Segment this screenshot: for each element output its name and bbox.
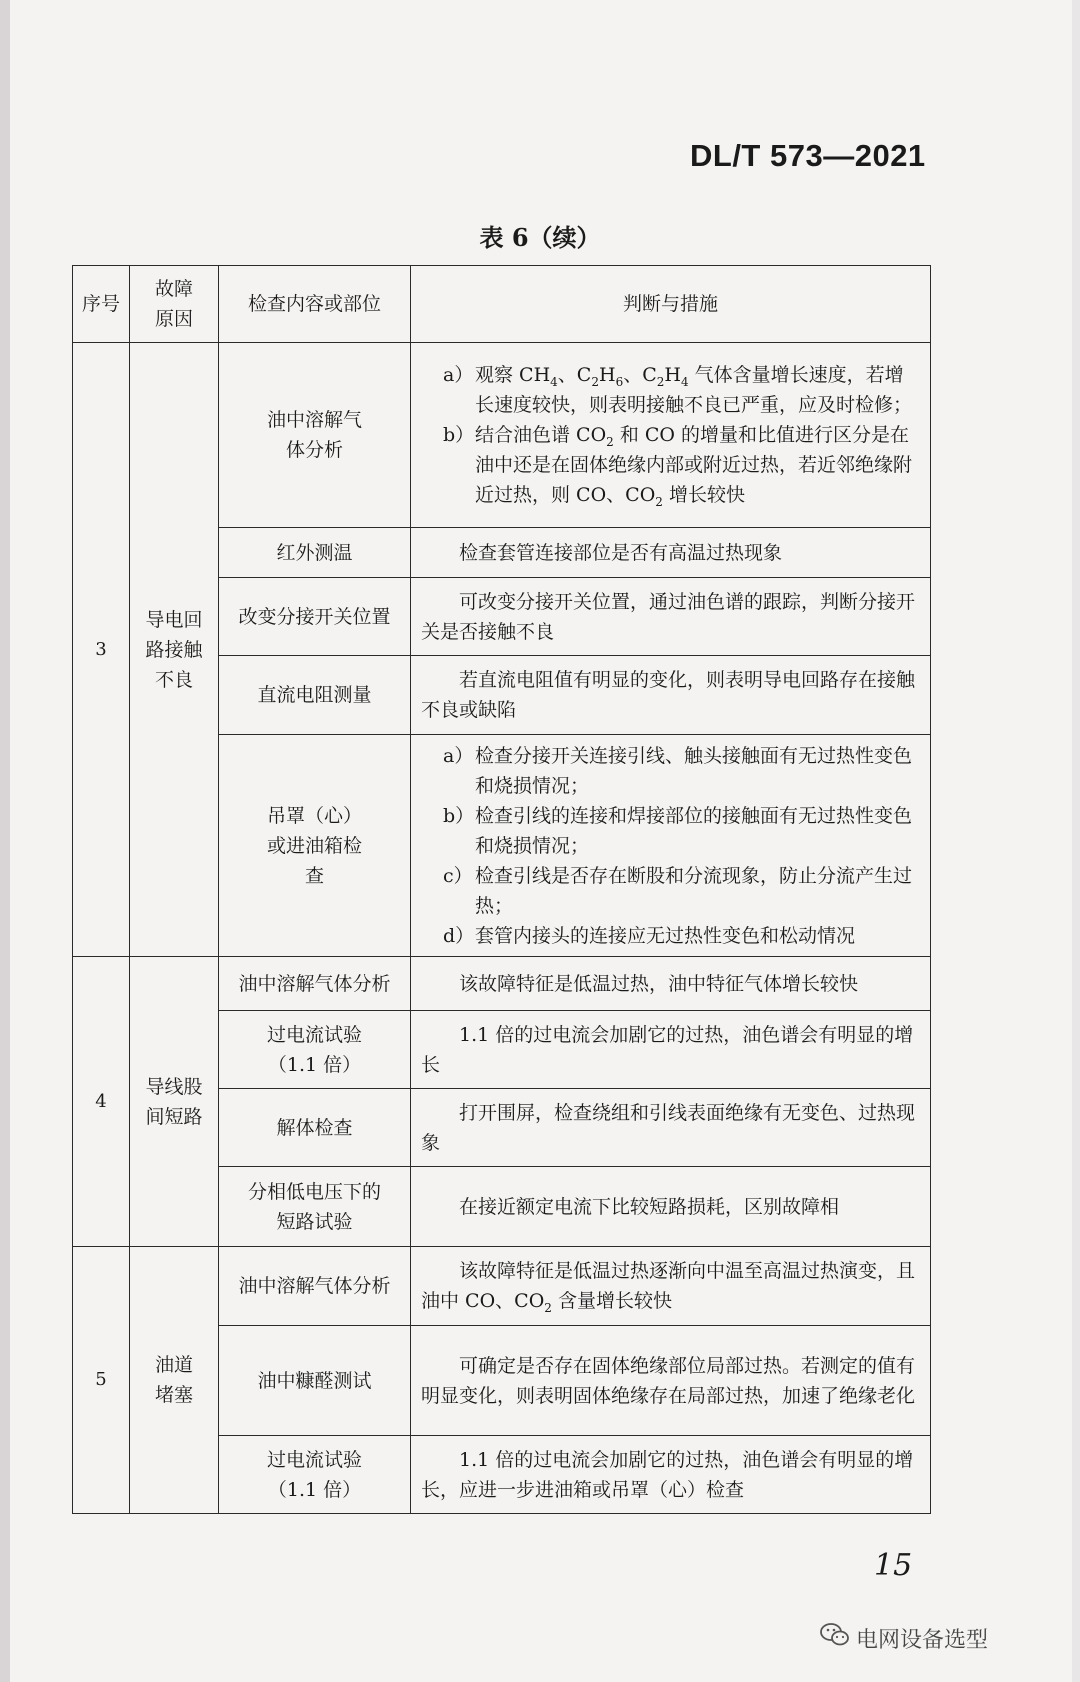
measure-cell: 1.1 倍的过电流会加剧它的过热，油色谱会有明显的增长，应进一步进油箱或吊罩（心）检查 — [411, 1436, 931, 1514]
measure-cell: 打开围屏，检查绕组和引线表面绝缘有无变色、过热现象 — [411, 1089, 931, 1167]
fault-cause: 导线股间短路 — [130, 957, 219, 1247]
fault-check-table — [72, 265, 931, 1514]
check-item: 直流电阻测量 — [219, 656, 411, 735]
measure-cell: 在接近额定电流下比较短路损耗，区别故障相 — [411, 1167, 931, 1247]
row-num: 3 — [73, 343, 130, 957]
measure-sub-item: b） 检查引线的连接和焊接部位的接触面有无过热性变色和烧损情况； — [443, 804, 913, 857]
check-item: 解体检查 — [219, 1089, 411, 1167]
measure-sub-item: d） 套管内接头的连接应无过热性变色和松动情况 — [443, 924, 856, 947]
page-number: 15 — [874, 1548, 913, 1583]
measure-cell: 该故障特征是低温过热逐渐向中温至高温过热演变，且油中 CO、$CO_2$ 含量增长较快 — [411, 1247, 931, 1326]
measure-sub-item: c） 检查引线是否存在断股和分流现象，防止分流产生过热； — [443, 864, 913, 917]
watermark-text: 电网设备选型 — [856, 1627, 989, 1653]
col-header-item: 检查内容或部位 — [219, 266, 411, 343]
check-item: 过电流试验（1.1 倍） — [219, 1436, 411, 1514]
measure-sub-item: a） 检查分接开关连接引线、触头接触面有无过热性变色和烧损情况； — [443, 744, 913, 797]
fault-cause: 导电回路接触不良 — [130, 343, 219, 957]
wechat-icon — [820, 1622, 850, 1654]
check-item: 过电流试验（1.1 倍） — [219, 1011, 411, 1089]
col-header-measure: 判断与措施 — [411, 266, 931, 343]
measure-cell — [411, 735, 931, 957]
measure-cell — [411, 343, 931, 528]
measure-cell: 该故障特征是低温过热，油中特征气体增长较快 — [411, 957, 931, 1011]
measure-sub-item: a） 观察 $CH_4$、$C_2H_6$、$C_2H_4$ 气体含量增长速度，若增长速度较快，则表明接触不良已严重，应及时检修； — [443, 364, 913, 416]
measure-sub-item: b） 结合油色谱 $CO_2$ 和 CO 的增量和比值进行区分是在油中还是在固体绝缘内部或附近过热，若近邻绝缘附近过热，则 CO、$CO_2$ 增长较快 — [443, 424, 913, 509]
row-num: 4 — [73, 957, 130, 1247]
measure-cell: 1.1 倍的过电流会加剧它的过热，油色谱会有明显的增长 — [411, 1011, 931, 1089]
fault-cause: 油道堵塞 — [130, 1247, 219, 1514]
check-item: 改变分接开关位置 — [219, 578, 411, 656]
col-header-num: 序号 — [73, 266, 130, 343]
check-item: 分相低电压下的短路试验 — [219, 1167, 411, 1247]
check-item: 油中溶解气体分析 — [219, 957, 411, 1011]
check-item: 红外测温 — [219, 528, 411, 578]
table-title: 表 6（续） — [479, 223, 601, 252]
watermark — [820, 1622, 988, 1654]
check-item: 油中溶解气体分析 — [219, 1247, 411, 1326]
measure-cell: 可确定是否存在固体绝缘部位局部过热。若测定的值有明显变化，则表明固体绝缘存在局部过热，加速了绝缘老化 — [411, 1326, 931, 1436]
check-item: 油中溶解气体分析 — [219, 343, 411, 528]
table-row — [73, 1247, 931, 1326]
table-row — [73, 343, 931, 528]
standard-code: DL/T 573—2021 — [690, 138, 926, 173]
check-item: 油中糠醛测试 — [219, 1326, 411, 1436]
table-row — [73, 957, 931, 1011]
check-item: 吊罩（心）或进油箱检查 — [219, 735, 411, 957]
col-header-cause: 故障原因 — [130, 266, 219, 343]
measure-cell: 可改变分接开关位置，通过油色谱的跟踪，判断分接开关是否接触不良 — [411, 578, 931, 656]
table-header-row — [73, 266, 931, 343]
row-num: 5 — [73, 1247, 130, 1514]
measure-cell: 检查套管连接部位是否有高温过热现象 — [411, 528, 931, 578]
measure-cell: 若直流电阻值有明显的变化，则表明导电回路存在接触不良或缺陷 — [411, 656, 931, 735]
